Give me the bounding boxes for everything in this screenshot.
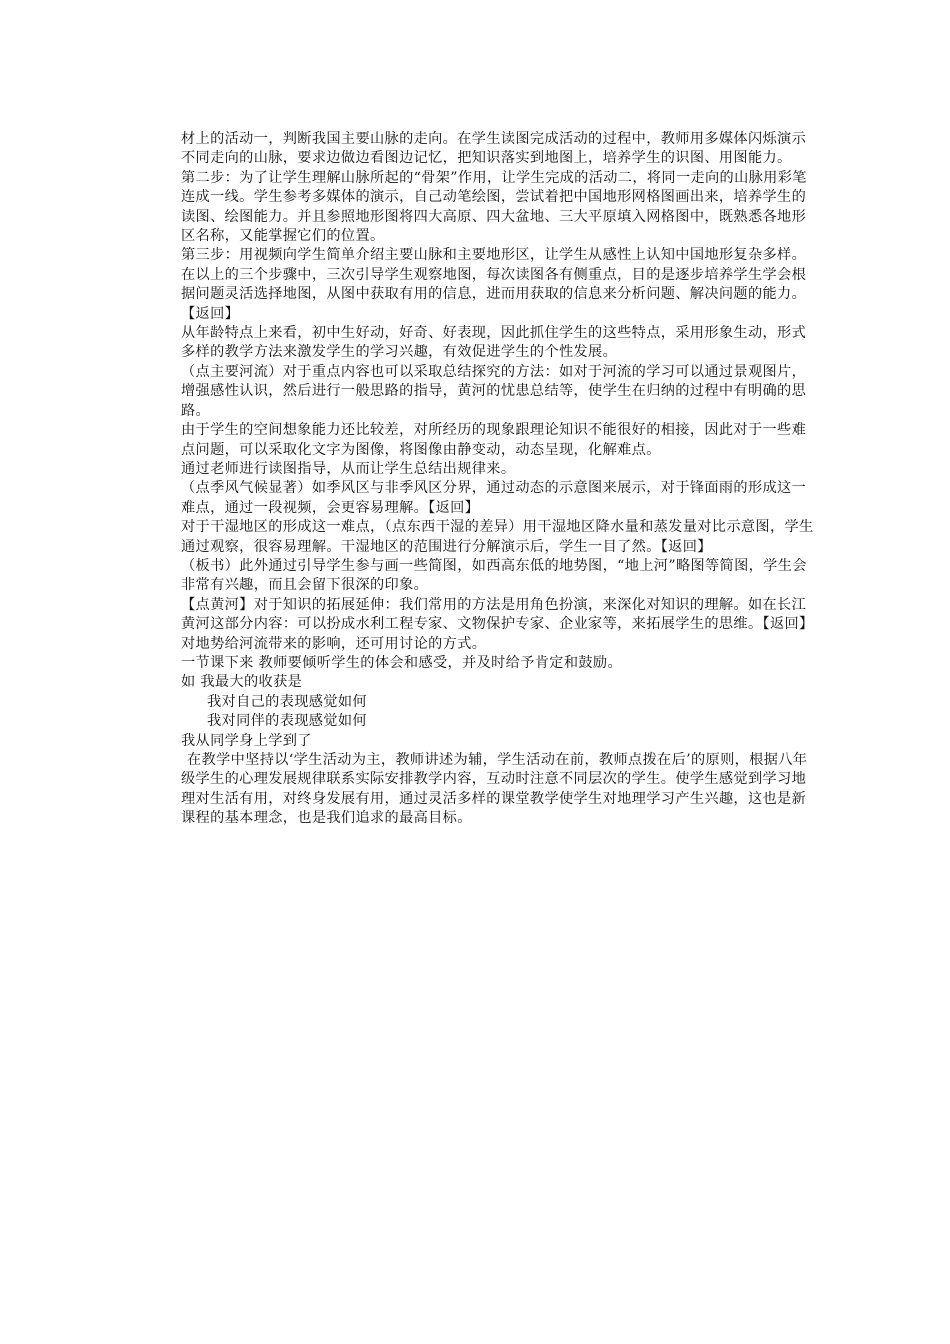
paragraph-conclusion: 在教学中坚持以‘学生活动为主，教师讲述为辅，学生活动在前，教师点拨在后’的原则，根据八年级学生的心理发展规律联系实际安排教学内容，互动时注意不同层次的学生。使学生感觉到学习地理对生活有用，对终身发展有用，通过灵活多样的课堂教学使学生对地理学习产生兴趣，这也是新课程的基本理念，也是我们追求的最高目标。	[181, 752, 808, 827]
paragraph-step-two: 第二步：为了让学生理解山脉所起的“骨架”作用，让学生完成的活动二，将同一走向的山脉用彩笔连成一线。学生参考多媒体的演示，自己动笔绘图，尝试着把中国地形网格图画出来，培养学生的读图、绘图能力。并且参照地形图将四大高原、四大盆地、三大平原填入网格图中，既熟悉各地形区名称，又能掌握它们的位置。	[181, 169, 807, 245]
reflection-prompt-peers: 我对同伴的表现感觉如何	[207, 713, 367, 730]
paragraph-monsoon-climate: （点季风气候显著）如季风区与非季风区分界，通过动态的示意图来展示，对于锋面雨的形成这一难点，通过一段视频，会更容易理解。【返回】	[181, 480, 807, 516]
reflection-prompt-self: 我对自己的表现感觉如何	[207, 693, 367, 710]
paragraph-blackboard-sketches: （板书）此外通过引导学生参与画一些简图，如西高东低的地势图，“地上河”略图等简图，学生会非常有兴趣，而且会留下很深的印象。	[181, 557, 807, 594]
paragraph-spatial-imagination: 由于学生的空间想象能力还比较差，对所经历的现象跟理论知识不能很好的相接，因此对于一些难点问题，可以采取化文字为图像，将图像由静变动，动态呈现，化解难点。	[181, 422, 807, 458]
paragraph-step-three: 第三步：用视频向学生简单介绍主要山脉和主要地形区，让学生从感性上认知中国地形复杂多样。	[181, 247, 807, 264]
paragraph-terrain-discussion: 对地势给河流带来的影响，还可用讨论的方式。	[181, 635, 487, 652]
document-body	[181, 130, 815, 829]
paragraph-age-characteristics: 从年龄特点上来看，初中生好动，好奇、好表现，因此抓住学生的这些特点，采用形象生动，形式多样的教学方法来激发学生的学习兴趣，有效促进学生的个性发展。	[181, 325, 807, 361]
paragraph-lesson-feedback: 一节课下来 教师要倾听学生的体会和感受，并及时给予肯定和鼓励。	[181, 654, 622, 671]
paragraph-yellow-river-extension: 【点黄河】对于知识的拓展延伸：我们常用的方法是用角色扮演，来深化对知识的理解。如在长江黄河这部分内容：可以扮成水利工程专家、文物保护专家、企业家等，来拓展学生的思维。【返回】	[181, 596, 814, 633]
reflection-prompt-learned: 我从同学身上学到了	[181, 732, 312, 749]
paragraph-map-guidance: 通过老师进行读图指导，从而让学生总结出规律来。	[181, 460, 516, 477]
paragraph-three-steps-summary: 在以上的三个步骤中，三次引导学生观察地图，每次读图各有侧重点，目的是逐步培养学生学会根据问题灵活选择地图，从图中获取有用的信息，进而用获取的信息来分析问题、解决问题的能力。【返回】	[181, 266, 807, 322]
paragraph-activity-one: 材上的活动一，判断我国主要山脉的走向。在学生读图完成活动的过程中，教师用多媒体闪烁演示不同走向的山脉，要求边做边看图边记忆，把知识落实到地图上，培养学生的识图、用图能力。	[181, 131, 807, 167]
paragraph-main-rivers: （点主要河流）对于重点内容也可以采取总结探究的方法：如对于河流的学习可以通过景观图片，增强感性认识，然后进行一般思路的指导，黄河的忧患总结等，使学生在归纳的过程中有明确的思路。	[181, 363, 807, 419]
reflection-prompt-gains: 如 我最大的收获是	[181, 674, 303, 691]
paragraph-dry-wet-regions: 对于干湿地区的形成这一难点，（点东西干湿的差异）用干湿地区降水量和蒸发量对比示意图，学生通过观察，很容易理解。干湿地区的范围进行分解演示后，学生一目了然。【返回】	[181, 519, 814, 555]
